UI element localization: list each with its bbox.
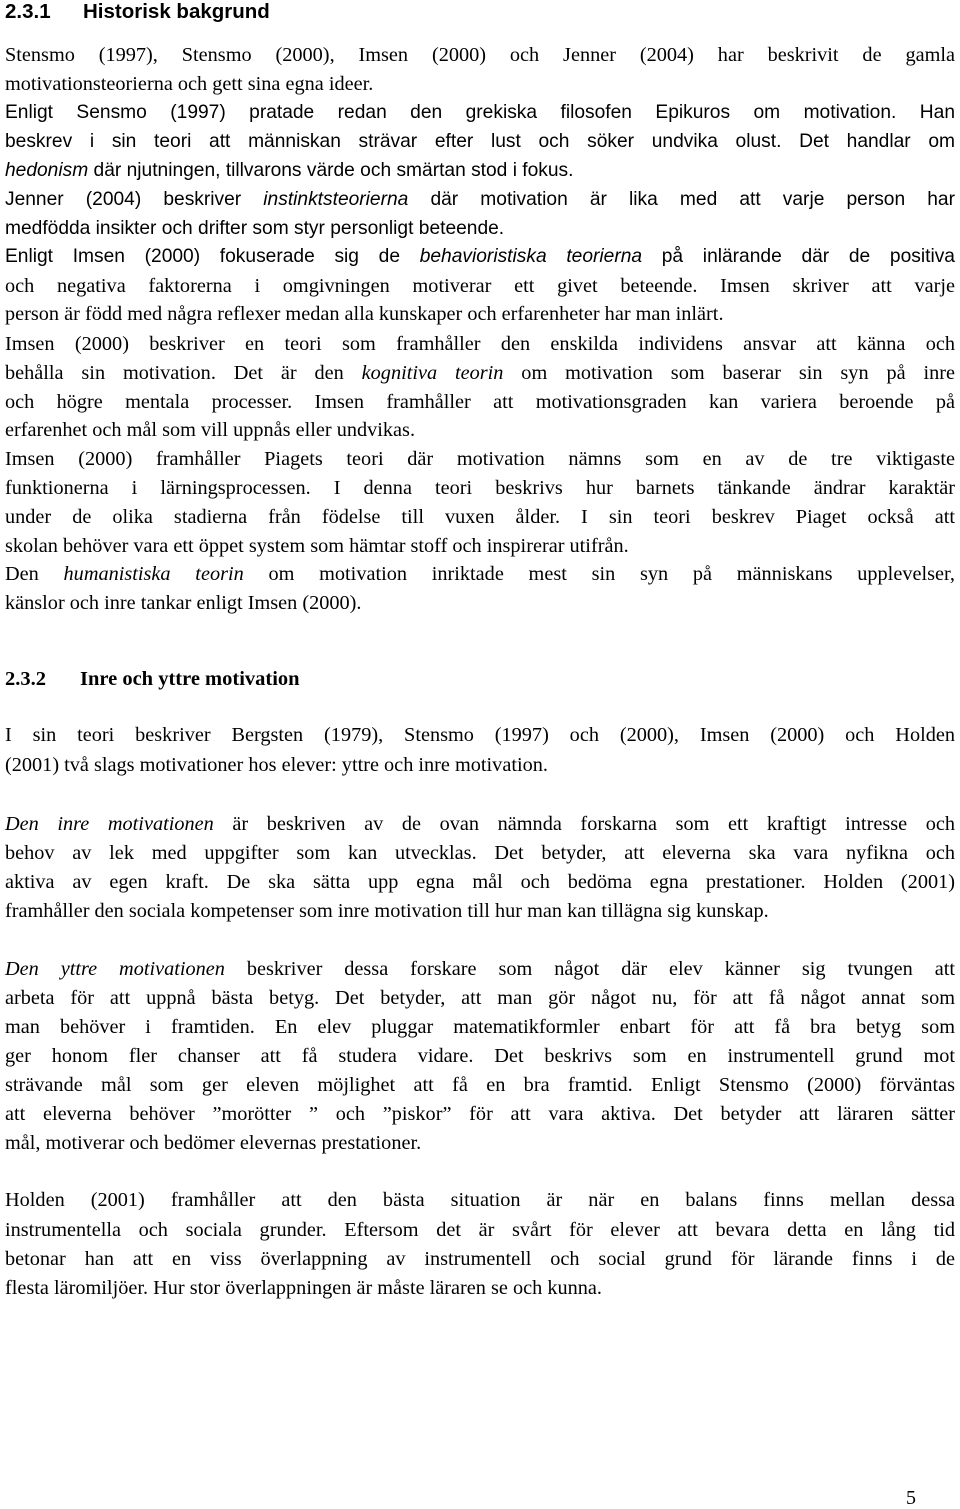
text-line — [5, 186, 955, 214]
text-run: betonar han att en viss överlappning av instrumentell och social grund för lärande finns i de — [5, 1248, 955, 1270]
section-title: Inre och yttre motivation — [80, 668, 300, 690]
text-run: funktionerna i lärningsprocessen. I denna teori beskrivs hur barnets tänkande ändrar karaktär — [5, 477, 955, 499]
text-run: att eleverna behöver ”morötter ” och ”piskor” för att vara aktiva. Det betyder att läraren sätter — [5, 1103, 955, 1125]
emphasized-term: hedonism — [5, 160, 89, 181]
text-line — [5, 445, 955, 473]
text-run: där motivation är lika med att varje person har — [408, 189, 955, 210]
text-line — [5, 751, 955, 779]
text-line — [5, 359, 955, 387]
text-line — [5, 1245, 955, 1273]
text-line — [5, 1013, 955, 1041]
emphasized-term: humanistiska teorin — [63, 563, 244, 585]
text-line — [5, 1129, 955, 1157]
text-run: Jenner (2004) beskriver — [5, 189, 264, 210]
emphasized-term: Den yttre motivationen — [5, 958, 225, 980]
emphasized-term: behavioristiska teorierna — [419, 246, 643, 267]
text-line — [5, 532, 955, 560]
text-line — [5, 839, 955, 867]
text-run: I sin teori beskriver Bergsten (1979), Stensmo (1997) och (2000), Imsen (2000) och Holden — [5, 724, 955, 746]
text-line — [5, 810, 955, 838]
text-line — [5, 416, 955, 444]
section-number: 2.3.2 — [5, 668, 46, 690]
text-line — [5, 70, 955, 98]
text-run: Imsen (2000) framhåller Piagets teori där motivation nämns som en av de tre viktigaste — [5, 448, 955, 470]
text-run: och negativa faktorerna i omgivningen motiverar ett givet beteende. Imsen skriver att varje — [5, 275, 955, 297]
text-run: Imsen (2000) beskriver en teori som framhåller den enskilda individens ansvar att känna och — [5, 333, 955, 355]
text-run: beskrev i sin teori att människan strävar efter lust och söker undvika olust. Det handlar om — [5, 131, 955, 152]
text-run: behålla sin motivation. Det är den — [5, 362, 362, 384]
section-heading-inre-och-yttre-motivation — [5, 665, 955, 693]
text-run: Stensmo (1997), Stensmo (2000), Imsen (2000) och Jenner (2004) har beskrivit de gamla — [5, 44, 955, 66]
text-run: person är född med några reflexer medan alla kunskaper och erfarenheter har man inlärt. — [5, 303, 724, 325]
text-line — [5, 300, 955, 328]
text-line — [5, 474, 955, 502]
text-run: medfödda insikter och drifter som styr personligt beteende. — [5, 218, 505, 239]
text-line — [5, 589, 955, 617]
text-run: flesta läromiljöer. Hur stor överlappningen är måste läraren se och kunna. — [5, 1277, 602, 1299]
text-run: beskriver dessa forskare som något där elev känner sig tvungen att — [224, 958, 955, 980]
text-run: på inlärande där de positiva — [642, 246, 955, 267]
text-line — [5, 1071, 955, 1099]
text-line — [5, 1216, 955, 1244]
text-run: aktiva av egen kraft. De ska sätta upp egna mål och bedöma egna prestationer. Holden (2001) — [5, 871, 955, 893]
text-line — [5, 330, 955, 358]
text-run: om motivation som baserar sin syn på inre — [503, 362, 955, 384]
text-run: framhåller den sociala kompetenser som inre motivation till hur man kan tillägna sig kunskap. — [5, 900, 769, 922]
text-run: behov av lek med uppgifter som kan utvecklas. Det betyder, att eleverna ska vara nyfikna och — [5, 842, 955, 864]
text-line — [5, 1042, 955, 1070]
text-line — [5, 868, 955, 896]
text-run: Holden (2001) framhåller att den bästa situation är när en balans finns mellan dessa — [5, 1189, 955, 1211]
text-run: Enligt Imsen (2000) fokuserade sig de — [5, 246, 420, 267]
text-run: och högre mentala processer. Imsen framhåller att motivationsgraden kan variera beroende på — [5, 391, 955, 413]
section-heading-historisk-bakgrund — [5, 0, 955, 26]
text-run: motivationsteorierna och gett sina egna ideer. — [5, 73, 374, 95]
text-run: under de olika stadierna från födelse till vuxen ålder. I sin teori beskrev Piaget också att — [5, 506, 955, 528]
text-run: (2001) två slags motivationer hos elever: yttre och inre motivation. — [5, 754, 548, 776]
text-line — [5, 41, 955, 69]
text-run: ger honom fler chanser att få studera vidare. Det beskrivs som en instrumentell grund mot — [5, 1045, 955, 1067]
text-run: skolan behöver vara ett öppet system som hämtar stoff och inspirerar utifrån. — [5, 535, 629, 557]
text-run: man behöver i framtiden. En elev pluggar matematikformler enbart för att få bra betyg som — [5, 1016, 955, 1038]
emphasized-term: kognitiva teorin — [361, 362, 504, 384]
text-run: instrumentella och sociala grunder. Eftersom det är svårt för elever att bevara detta en lång tid — [5, 1219, 955, 1241]
section-title: Historisk bakgrund — [83, 0, 270, 23]
text-line — [5, 1186, 955, 1214]
text-run: känslor och inre tankar enligt Imsen (2000). — [5, 592, 362, 614]
text-line — [5, 560, 955, 588]
text-line — [5, 955, 955, 983]
text-line — [5, 128, 955, 156]
text-line — [5, 388, 955, 416]
text-run: är beskriven av de ovan nämnda forskarna som ett kraftigt intresse och — [213, 813, 955, 835]
text-run: om motivation inriktade mest sin syn på människans upplevelser, — [243, 563, 955, 585]
page-number: 5 — [906, 1487, 916, 1509]
text-line — [5, 272, 955, 300]
text-run: Den — [5, 563, 64, 585]
text-line — [5, 897, 955, 925]
emphasized-term: instinktsteorierna — [263, 189, 409, 210]
text-run: där njutningen, tillvarons värde och smärtan stod i fokus. — [88, 160, 574, 181]
text-line — [5, 1100, 955, 1128]
text-line — [5, 984, 955, 1012]
text-line — [5, 503, 955, 531]
text-run: strävande mål som ger eleven möjlighet att få en bra framtid. Enligt Stensmo (2000) förväntas — [5, 1074, 955, 1096]
text-line — [5, 243, 955, 271]
text-run: Enligt Sensmo (1997) pratade redan den grekiska filosofen Epikuros om motivation. Han — [5, 102, 955, 123]
text-run: arbeta för att uppnå bästa betyg. Det betyder, att man gör något nu, för att få något annat som — [5, 987, 955, 1009]
section-number: 2.3.1 — [5, 0, 51, 23]
text-run: erfarenhet och mål som vill uppnås eller undvikas. — [5, 419, 416, 441]
text-line — [5, 721, 955, 749]
text-line — [5, 215, 955, 243]
text-line — [5, 1274, 955, 1302]
text-line — [5, 99, 955, 127]
text-run: mål, motiverar och bedömer elevernas prestationer. — [5, 1132, 422, 1154]
text-line — [5, 157, 955, 185]
emphasized-term: Den inre motivationen — [5, 813, 214, 835]
